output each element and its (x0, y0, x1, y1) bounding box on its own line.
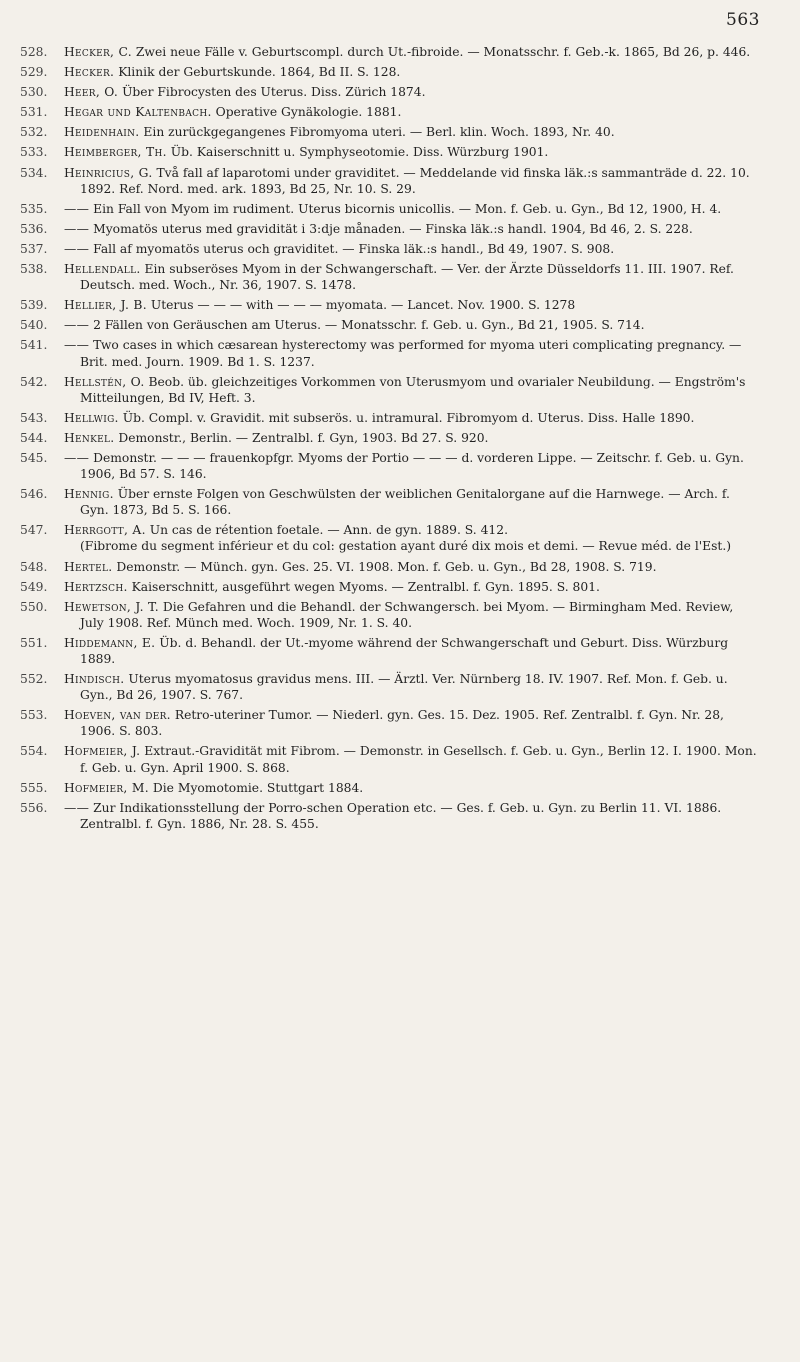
entry-number: 547. (20, 523, 48, 538)
entry-number: 536. (20, 221, 48, 236)
entry-citation (64, 635, 760, 667)
entry-author: Hertzsch. (64, 579, 128, 594)
entry-text: Två fall af laparotomi under graviditet. — Meddelande vid finska läk.:s sammanträde d. 22. 10. 1892. Ref. Nord. med. ark. 1893, Bd 25, Nr. 10. S. 29. (80, 165, 750, 196)
entry-citation (64, 64, 760, 80)
entry-citation (64, 104, 760, 120)
bibliography-entry (20, 144, 760, 160)
bibliography-entry (20, 374, 760, 406)
entry-citation (64, 165, 760, 197)
entry-number: 529. (20, 65, 48, 80)
entry-number: 552. (20, 672, 48, 687)
bibliography-entry (20, 450, 760, 482)
entry-author: Hoeven, van der. (64, 708, 171, 723)
entry-number: 553. (20, 708, 48, 723)
entry-citation (64, 297, 760, 313)
entry-citation (64, 599, 760, 631)
entry-author: Heinricius, G. (64, 165, 153, 180)
entry-author: Hennig. (64, 487, 114, 502)
entry-number: 549. (20, 579, 48, 594)
entry-author: Hegar und Kaltenbach. (64, 105, 212, 120)
entry-text: Extraut.-Gravidität mit Fibrom. — Demonstr. in Gesellsch. f. Geb. u. Gyn., Berlin 12. I. 1900. Mon. f. Geb. u. Gyn. April 1900. S. 868. (80, 744, 757, 775)
entry-text: Klinik der Geburtskunde. 1864, Bd II. S. 128. (118, 65, 401, 80)
bibliography-entry (20, 84, 760, 100)
entry-citation (64, 317, 760, 333)
entry-author: Hofmeier, M. (64, 780, 149, 795)
entry-citation (64, 221, 760, 237)
entry-text: Die Myomotomie. Stuttgart 1884. (152, 780, 364, 795)
entry-author: —— (64, 450, 90, 465)
entry-text: Die Gefahren und die Behandl. der Schwangersch. bei Myom. — Birmingham Med. Review, July 1908. Ref. Münch med. Woch. 1909, Nr. 1. S. 40. (80, 599, 734, 630)
entry-citation (64, 486, 760, 518)
entry-number: 538. (20, 262, 48, 277)
bibliography-entry (20, 104, 760, 120)
entry-number: 539. (20, 298, 48, 313)
entry-text: Üb. d. Behandl. der Ut.-myome während der Schwangerschaft und Geburt. Diss. Würzburg 1889. (80, 635, 729, 666)
entry-text: Üb. Kaiserschnitt u. Symphyseotomie. Diss. Würzburg 1901. (170, 145, 549, 160)
entry-citation (64, 450, 760, 482)
bibliography-entry (20, 800, 760, 832)
entry-number: 554. (20, 744, 48, 759)
bibliography-entry (20, 599, 760, 631)
bibliography-entry (20, 241, 760, 257)
entry-citation (64, 144, 760, 160)
entry-citation (64, 522, 760, 554)
entry-text: 2 Fällen von Geräuschen am Uterus. — Monatsschr. f. Geb. u. Gyn., Bd 21, 1905. S. 714. (93, 318, 645, 333)
bibliography-entry (20, 64, 760, 80)
entry-number: 550. (20, 599, 48, 614)
entry-text: Zwei neue Fälle v. Geburtscompl. durch Ut.-fibroide. — Monatsschr. f. Geb.-k. 1865, Bd 26, p. 446. (135, 45, 751, 59)
entry-text: Fall af myomatös uterus och graviditet. — Finska läk.:s handl., Bd 49, 1907. S. 908. (93, 241, 615, 256)
entry-author: Hellier, J. B. (64, 298, 147, 313)
bibliography-entry (20, 635, 760, 667)
entry-number: 542. (20, 374, 48, 389)
entry-citation (64, 374, 760, 406)
entry-author: Hecker. (64, 65, 115, 80)
bibliography-entry (20, 44, 760, 60)
entry-citation (64, 559, 760, 575)
bibliography-entry (20, 221, 760, 237)
entry-number: 535. (20, 201, 48, 216)
entry-citation (64, 241, 760, 257)
entry-citation (64, 780, 760, 796)
entry-text: Über ernste Folgen von Geschwülsten der weiblichen Genitalorgane auf die Harnwege. — Arch. f. Gyn. 1873, Bd 5. S. 166. (80, 487, 730, 518)
entry-text: Un cas de rétention foetale. — Ann. de gyn. 1889. S. 412. (149, 523, 508, 538)
entry-text: Ein Fall von Myom im rudiment. Uterus bicornis unicollis. — Mon. f. Geb. u. Gyn., Bd 12, 1900, H. 4. (93, 201, 722, 216)
bibliography-entry (20, 297, 760, 313)
entry-number: 528. (20, 45, 48, 59)
entry-author: Hindisch. (64, 672, 125, 687)
entry-citation (64, 44, 760, 60)
entry-citation (64, 84, 760, 100)
entry-author: —— (64, 318, 90, 333)
entry-number: 537. (20, 241, 48, 256)
entry-text: Uterus — — — with — — — myomata. — Lancet. Nov. 1900. S. 1278 (150, 298, 576, 313)
entry-text: Demonstr. — Münch. gyn. Ges. 25. VI. 1908. Mon. f. Geb. u. Gyn., Bd 28, 1908. S. 719. (116, 559, 657, 574)
entry-author: Hewetson, J. T. (64, 599, 159, 614)
entry-text: Demonstr. — — — frauenkopfgr. Myoms der Portio — — — d. vorderen Lippe. — Zeitschr. f. Geb. u. Gyn. 1906, Bd 57. S. 146. (80, 450, 744, 482)
entry-citation (64, 337, 760, 369)
entry-author: Hiddemann, E. (64, 635, 156, 650)
entry-number: 548. (20, 559, 48, 574)
bibliography-entry (20, 337, 760, 369)
entry-author: —— (64, 201, 90, 216)
entry-citation (64, 671, 760, 703)
entry-author: Heimberger, Th. (64, 145, 167, 160)
entry-citation (64, 261, 760, 293)
entry-author: —— (64, 241, 90, 256)
entry-author: Hofmeier, J. (64, 744, 141, 759)
entry-number: 546. (20, 487, 48, 502)
bibliography-entry (20, 780, 760, 796)
entry-number: 544. (20, 430, 48, 445)
entry-author: Hecker, C. (64, 45, 132, 59)
bibliography-entry (20, 165, 760, 197)
bibliography-entry (20, 317, 760, 333)
entry-note: (Fibrome du segment inférieur et du col: gestation ayant duré dix mois et demi. — Revue méd. de l'Est.) (80, 539, 732, 554)
entry-citation (64, 579, 760, 595)
entry-citation (64, 707, 760, 739)
entry-number: 531. (20, 105, 48, 120)
entry-number: 555. (20, 780, 48, 795)
entry-text: Kaiserschnitt, ausgeführt wegen Myoms. — Zentralbl. f. Gyn. 1895. S. 801. (131, 579, 600, 594)
bibliography-entry (20, 124, 760, 140)
entry-citation (64, 743, 760, 775)
entry-author: Hellwig. (64, 410, 119, 425)
entry-text: Demonstr., Berlin. — Zentralbl. f. Gyn, 1903. Bd 27. S. 920. (118, 430, 489, 445)
bibliography-entry (20, 579, 760, 595)
entry-author: —— (64, 221, 90, 236)
entry-number: 532. (20, 125, 48, 140)
entry-text: Zur Indikationsstellung der Porro-schen Operation etc. — Ges. f. Geb. u. Gyn. zu Berlin 11. VI. 1886. Zentralbl. f. Gyn. 1886, Nr. 28. S. 455. (80, 800, 722, 831)
entry-text: Uterus myomatosus gravidus mens. III. — Ärztl. Ver. Nürnberg 18. IV. 1907. Ref. Mon. f. Geb. u. Gyn., Bd 26, 1907. S. 767. (80, 672, 728, 703)
entry-author: Henkel. (64, 430, 115, 445)
bibliography-entry (20, 261, 760, 293)
entry-number: 530. (20, 85, 48, 100)
entry-number: 556. (20, 800, 48, 815)
entry-author: Hertel. (64, 559, 113, 574)
entry-citation (64, 201, 760, 217)
bibliography-entry (20, 707, 760, 739)
entry-citation (64, 124, 760, 140)
entry-author: Hellendall. (64, 262, 141, 277)
entry-number: 545. (20, 450, 48, 465)
bibliography-entry (20, 522, 760, 554)
entry-author: —— (64, 800, 90, 815)
bibliography-entry (20, 671, 760, 703)
page-number: 563 (726, 10, 760, 30)
entry-text: Myomatös uterus med gravidität i 3:dje månaden. — Finska läk.:s handl. 1904, Bd 46, 2. S. 228. (93, 221, 693, 236)
entry-text: Beob. üb. gleichzeitiges Vorkommen von Uterusmyom und ovarialer Neubildung. — Engström's Mitteilungen, Bd IV, Heft. 3. (80, 374, 746, 405)
entry-text: Ein zurückgegangenes Fibromyoma uteri. — Berl. klin. Woch. 1893, Nr. 40. (143, 125, 615, 140)
entry-author: Herrgott, A. (64, 523, 146, 538)
entry-citation (64, 800, 760, 832)
bibliography-entry (20, 201, 760, 217)
entry-number: 543. (20, 410, 48, 425)
entry-author: Hellstén, O. (64, 374, 145, 389)
bibliography-entry (20, 430, 760, 446)
entry-text: Ein subseröses Myom in der Schwangerschaft. — Ver. der Ärzte Düsseldorfs 11. III. 1907. Ref. Deutsch. med. Woch., Nr. 36, 1907. S. 1478. (80, 262, 734, 293)
entry-author: Heer, O. (64, 85, 119, 100)
entry-text: Üb. Compl. v. Gravidit. mit subserös. u. intramural. Fibromyom d. Uterus. Diss. Halle 1890. (122, 410, 695, 425)
bibliography-list (20, 44, 760, 836)
bibliography-entry (20, 486, 760, 518)
entry-number: 541. (20, 338, 48, 353)
bibliography-entry (20, 410, 760, 426)
entry-citation (64, 410, 760, 426)
entry-text: Two cases in which cæsarean hysterectomy was performed for myoma uteri complicating pregnancy. — Brit. med. Journ. 1909. Bd 1. S. 1237. (80, 338, 742, 369)
entry-citation (64, 430, 760, 446)
bibliography-entry (20, 559, 760, 575)
entry-author: Heidenhain. (64, 125, 140, 140)
entry-text: Operative Gynäkologie. 1881. (215, 105, 402, 120)
entry-number: 540. (20, 318, 48, 333)
entry-number: 551. (20, 635, 48, 650)
bibliography-entry (20, 743, 760, 775)
entry-author: —— (64, 338, 90, 353)
entry-text: Über Fibrocysten des Uterus. Diss. Zürich 1874. (122, 85, 426, 100)
entry-number: 534. (20, 165, 48, 180)
entry-number: 533. (20, 145, 48, 160)
entry-text: Retro-uteriner Tumor. — Niederl. gyn. Ges. 15. Dez. 1905. Ref. Zentralbl. f. Gyn. Nr. 28, 1906. S. 803. (80, 708, 724, 739)
